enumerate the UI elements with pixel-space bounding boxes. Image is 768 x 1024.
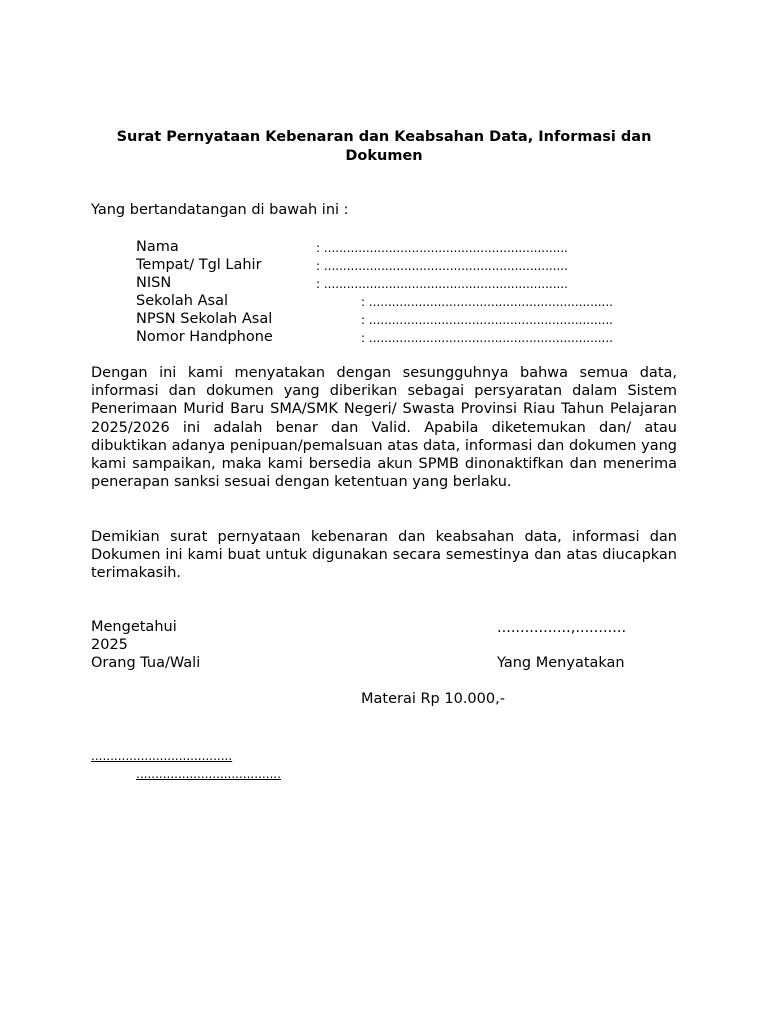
field-label-nisn: NISN [136,275,172,291]
field-value-sekolah-asal: : ................................................................ [361,295,613,309]
document-title-line1: Surat Pernyataan Kebenaran dan Keabsahan Data, Informasi dan [116,129,652,145]
field-value-nisn: : ................................................................ [316,277,568,291]
declarant-signature-line: ...................................... [136,767,281,781]
field-value-nomor-handphone: : ................................................................ [361,331,613,345]
place-date-line: ................,........... [497,620,627,636]
field-label-tempat-tgl-lahir: Tempat/ Tgl Lahir [136,257,262,273]
document-title-line2: Dokumen [345,148,423,164]
closing-paragraph: Demikian surat pernyataan kebenaran dan keabsahan data, informasi dan Dokumen ini kami buat untuk digunakan secara semestinya dan atas diucapkan terimakasih. [91,529,677,582]
field-label-nomor-handphone: Nomor Handphone [136,329,273,345]
field-value-nama: : ................................................................ [316,241,568,255]
field-value-npsn-sekolah-asal: : ................................................................ [361,313,613,327]
statement-paragraph: Dengan ini kami menyatakan dengan sesungguhnya bahwa semua data, informasi dan dokumen yang diberikan sebagai persyaratan dalam Sistem Penerimaan Murid Baru SMA/SMK Negeri/ Swasta Provinsi Riau Tahun Pelajaran 2025/2026 ini adalah benar dan Valid. Apabila diketemukan dan/ atau dibuktikan adanya penipuan/pemalsuan atas data, informasi dan dokumen yang kami sampaikan, maka kami bersedia akun SPMB dinonaktifkan dan menerima penerapan sanksi sesuai dengan ketentuan yang berlaku. [91,365,677,491]
parent-guardian-label: Orang Tua/Wali [91,655,201,671]
acknowledged-label: Mengetahui [91,619,177,635]
field-label-nama: Nama [136,239,179,255]
field-value-tempat-tgl-lahir: : ................................................................ [316,259,568,273]
field-label-sekolah-asal: Sekolah Asal [136,293,228,309]
year-label: 2025 [91,637,128,653]
intro-text: Yang bertandatangan di bawah ini : [91,202,349,218]
field-label-npsn-sekolah-asal: NPSN Sekolah Asal [136,311,273,327]
stamp-duty-label: Materai Rp 10.000,- [361,691,505,707]
parent-signature-line: ..................................... [91,749,233,763]
declarant-label: Yang Menyatakan [497,655,625,671]
